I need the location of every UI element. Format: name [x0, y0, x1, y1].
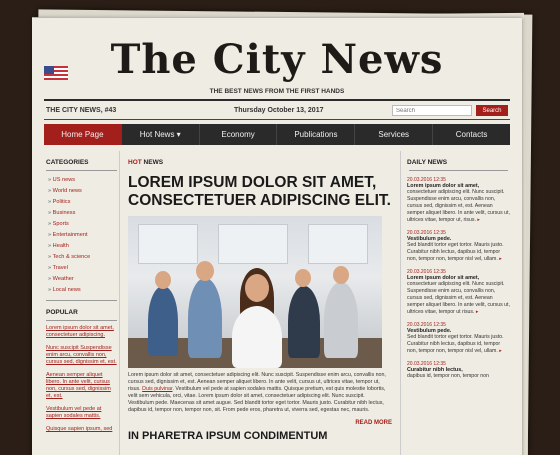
category-link[interactable]: » Weather — [48, 274, 119, 285]
nav-item-home[interactable]: Home Page — [44, 124, 122, 145]
person-foreground — [232, 306, 282, 368]
daily-news-meta: 20.03.2016 12:35 — [407, 269, 446, 275]
search-button[interactable]: Search — [476, 105, 508, 116]
article-body — [128, 372, 392, 414]
article-photo[interactable] — [128, 216, 382, 368]
daily-news-body: Sed blandit tortor eget tortor. Mauris justo. Curabitur nibh lectus, dapibus id, tempor non, tempor non, tempor nisl vel, ullam. — [407, 334, 504, 354]
categories-title: CATEGORIES — [46, 159, 89, 166]
daily-news-meta: 20.03.2016 12:35 — [407, 322, 446, 328]
daily-news-meta: 20.03.2016 12:35 — [407, 177, 446, 183]
daily-news-text — [407, 242, 510, 263]
daily-news-body: Sed blandit tortor eget tortor. Mauris justo. Curabitur nibh lectus, dapibus id, tempor non, tempor non, tempor nisl vel, ullam. — [407, 242, 504, 262]
daily-news-text — [407, 281, 510, 316]
daily-news-text — [407, 189, 510, 224]
person-head — [295, 269, 311, 287]
article-inline-link[interactable]: Duis pulvinar — [142, 386, 173, 392]
popular-link[interactable]: Aenean semper aliquet libero. In ante velit, cursus non, cursus sed, dignissim et, est. — [46, 372, 111, 399]
article-body-text: . Vestibulum vel pede at sapien sodales mattis. Quisque pretium, est quis molestie lobortis, velit sem vehicula, orci, vitae. Lorem ipsum dolor sit amet, consectetuer adipiscing elit. Nunc suscipit. Vestibulum pede. Maecenas sit amet augue. Sed blandit tortor eget tortor. Mauris justo. Curabitur nibh lectus, dapibus id, tempor non, tempor non, sit. From pede eros, pharetra ut, viverra sed, egestas nec, mauris. — [128, 386, 386, 413]
arrow-right-icon[interactable]: ▸ — [475, 309, 479, 315]
daily-news-title-text: Lorem ipsum dolor sit amet, — [407, 275, 480, 281]
info-bar — [44, 104, 510, 118]
masthead-title: The City News — [110, 36, 444, 83]
daily-news-item[interactable] — [407, 177, 510, 224]
next-article-headline[interactable]: IN PHARETRA IPSUM CONDIMENTUM — [128, 430, 328, 442]
right-sidebar — [400, 151, 510, 455]
issue-number: THE CITY NEWS, #43 — [46, 107, 117, 114]
person-foreground-head — [245, 274, 269, 302]
daily-news-title: DAILY NEWS — [407, 159, 448, 166]
arrow-right-icon[interactable]: ▸ — [499, 348, 502, 354]
category-link[interactable]: » Local news — [48, 285, 119, 296]
nav-item-economy[interactable]: Economy — [200, 124, 278, 145]
main-nav — [44, 124, 510, 145]
category-link[interactable]: » Tech & science — [48, 252, 119, 263]
daily-news-meta: 20.03.2016 12:35 — [407, 361, 446, 367]
search-input[interactable] — [392, 105, 472, 116]
article-headline[interactable]: LOREM IPSUM DOLOR SIT AMET, CONSECTETUER ADIPISCING ELIT. — [128, 174, 391, 209]
office-window — [308, 224, 368, 264]
daily-news-item[interactable] — [407, 230, 510, 263]
categories-list — [48, 175, 119, 296]
arrow-right-icon[interactable]: ▸ — [477, 217, 480, 223]
category-link[interactable]: » Politics — [48, 197, 119, 208]
daily-news-meta: 20.03.2016 12:35 — [407, 230, 446, 236]
category-link[interactable]: » Travel — [48, 263, 119, 274]
main-column — [128, 151, 392, 455]
daily-news-item[interactable] — [407, 269, 510, 316]
popular-link[interactable]: Lorem ipsum dolor sit amet, consectetuer adipiscing. — [46, 325, 114, 338]
section-label-hot: HOT — [128, 159, 142, 166]
daily-news-text: dapibus id, tempor non, tempor non — [407, 373, 489, 379]
article-body-text: Lorem ipsum dolor sit amet, consectetuer adipiscing elit. Nunc suscipit. Suspendisse enim arcu, convallis non, cursus sed, dignissim et, est. Aenean semper aliquet libero. In ante velit, cursus ut, ultrices vitae, tempor ut, risus. — [128, 372, 386, 392]
category-link[interactable]: » Entertainment — [48, 230, 119, 241]
daily-news-title-text: Vestibulum pede. — [407, 328, 452, 334]
read-more-link[interactable]: READ MORE — [355, 420, 392, 426]
arrow-right-icon[interactable]: ▸ — [499, 256, 502, 262]
daily-news-item[interactable] — [407, 361, 510, 380]
masthead-tagline: THE BEST NEWS FROM THE FIRST HANDS — [209, 88, 345, 95]
daily-news-text — [407, 334, 510, 355]
nav-item-contacts[interactable]: Contacts — [455, 130, 488, 139]
masthead-divider — [44, 99, 510, 101]
daily-news-title-text: Curabitur nibh lectus, — [407, 367, 463, 373]
daily-news-item[interactable] — [407, 322, 510, 355]
person-head — [196, 261, 214, 281]
issue-date: Thursday October 13, 2017 — [234, 107, 324, 114]
person — [288, 286, 320, 358]
divider — [46, 170, 117, 171]
daily-news-title-text: Vestibulum pede. — [407, 236, 452, 242]
newspaper-page — [32, 18, 522, 455]
office-window — [138, 224, 198, 264]
divider — [46, 320, 117, 321]
popular-link[interactable]: Vestibulum vel pede at sapien sodales mattis. — [46, 406, 102, 419]
info-divider — [44, 119, 510, 120]
category-link[interactable]: » World news — [48, 186, 119, 197]
nav-item-hot-news[interactable]: Hot News ▾ — [122, 124, 200, 145]
person — [324, 282, 358, 358]
office-window — [218, 224, 288, 264]
nav-item-publications[interactable]: Publications — [277, 124, 355, 145]
person — [188, 278, 222, 358]
popular-link[interactable]: Quisque sapien ipsum, sed — [46, 426, 113, 432]
category-link[interactable]: » Business — [48, 208, 119, 219]
category-link[interactable]: » Health — [48, 241, 119, 252]
section-label — [128, 159, 392, 166]
divider — [46, 300, 117, 301]
section-label-news: NEWS — [141, 159, 164, 166]
category-link[interactable]: » Sports — [48, 219, 119, 230]
category-link[interactable]: » US news — [48, 175, 119, 186]
daily-news-title-text: Lorem ipsum dolor sit amet, — [407, 183, 480, 189]
popular-link[interactable]: Nunc suscipit Suspendisse enim arcu, convallis non, cursus sed, dignissim et, est. — [46, 345, 117, 365]
person — [148, 286, 178, 356]
person-head — [333, 266, 349, 284]
daily-news-body: consectetuer adipiscing elit. Nunc suscipit. Suspendisse enim arcu, convallis non, cursus sed, dignissim et, est. Aenean semper aliquet libero. In ante velit, cursus ut, ultrices vitae, tempor ut risus. — [407, 281, 510, 315]
left-sidebar — [44, 151, 120, 455]
divider — [409, 170, 508, 171]
nav-item-services[interactable]: Services — [355, 124, 433, 145]
popular-list — [44, 325, 119, 433]
popular-title: POPULAR — [46, 309, 78, 316]
daily-news-body: consectetuer adipiscing elit. Nunc suscipit. Suspendisse enim arcu, convallis non, cursus sed, dignissim et, est. Aenean semper aliquet libero. In ante velit, cursus ut, ultrices vitae, tempor ut, risus. — [407, 189, 510, 223]
person-head — [155, 271, 171, 289]
